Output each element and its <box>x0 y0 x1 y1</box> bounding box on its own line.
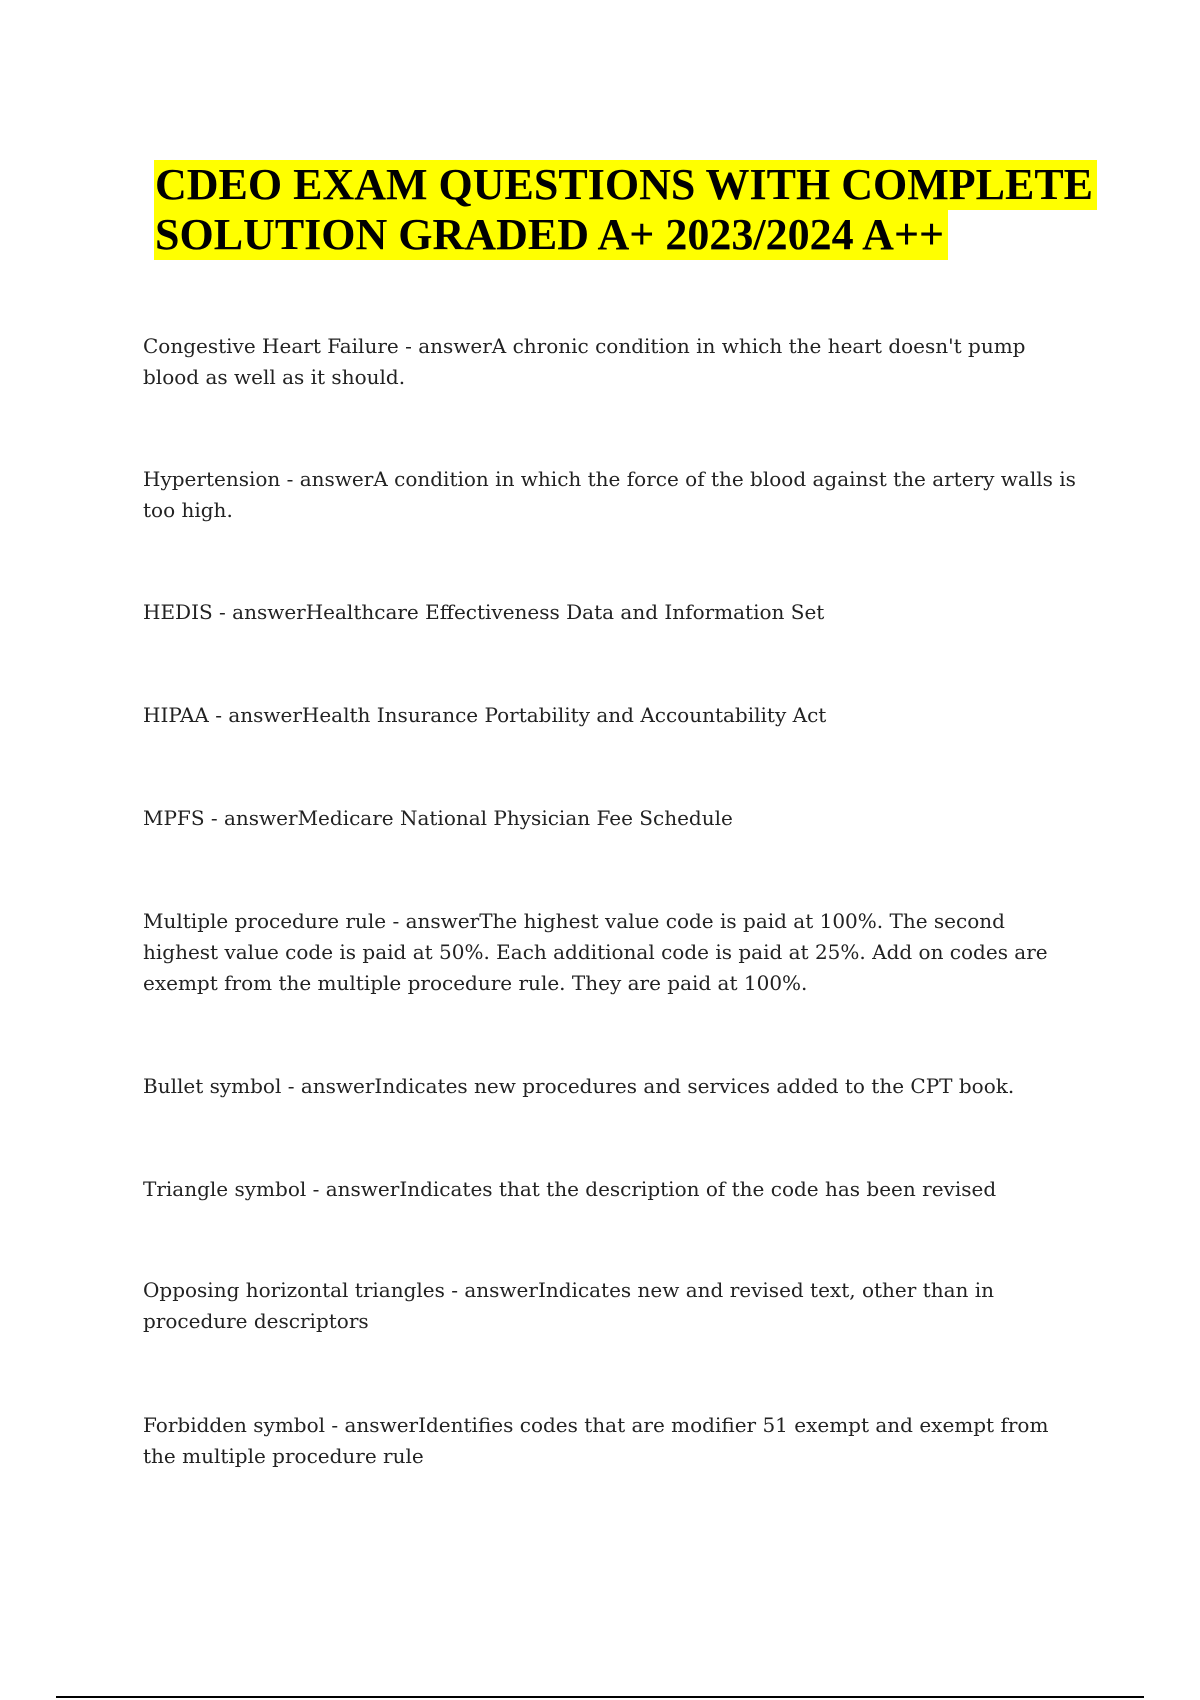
qa-item-hypertension: Hypertension - answerA condition in which the force of the blood against the artery walls is too high. <box>143 467 1076 522</box>
qa-item-mpfs: MPFS - answerMedicare National Physician Fee Schedule <box>143 806 733 830</box>
document-title <box>154 160 1114 260</box>
qa-item-hipaa: HIPAA - answerHealth Insurance Portability and Accountability Act <box>143 703 827 727</box>
title-line-1: CDEO EXAM QUESTIONS WITH COMPLETE <box>154 160 1097 210</box>
qa-item-bullet-symbol: Bullet symbol - answerIndicates new procedures and services added to the CPT book. <box>143 1074 1015 1098</box>
qa-item-forbidden-symbol: Forbidden symbol - answerIdentifies codes that are modifier 51 exempt and exempt from the multiple procedure rule <box>143 1413 1049 1468</box>
title-line-2: SOLUTION GRADED A+ 2023/2024 A++ <box>154 210 948 260</box>
qa-item-congestive-heart-failure: Congestive Heart Failure - answerA chronic condition in which the heart doesn't pump blood as well as it should. <box>143 334 1026 389</box>
qa-item-multiple-procedure-rule: Multiple procedure rule - answerThe highest value code is paid at 100%. The second highest value code is paid at 50%. Each additional code is paid at 25%. Add on codes are exempt from the multiple procedure rule. They are paid at 100%. <box>143 909 1048 995</box>
qa-item-triangle-symbol: Triangle symbol - answerIndicates that the description of the code has been revised <box>143 1177 997 1201</box>
page-bottom-rule <box>56 1696 1144 1698</box>
qa-item-hedis: HEDIS - answerHealthcare Effectiveness Data and Information Set <box>143 600 825 624</box>
qa-item-opposing-horizontal-triangles: Opposing horizontal triangles - answerIndicates new and revised text, other than in procedure descriptors <box>143 1278 995 1333</box>
